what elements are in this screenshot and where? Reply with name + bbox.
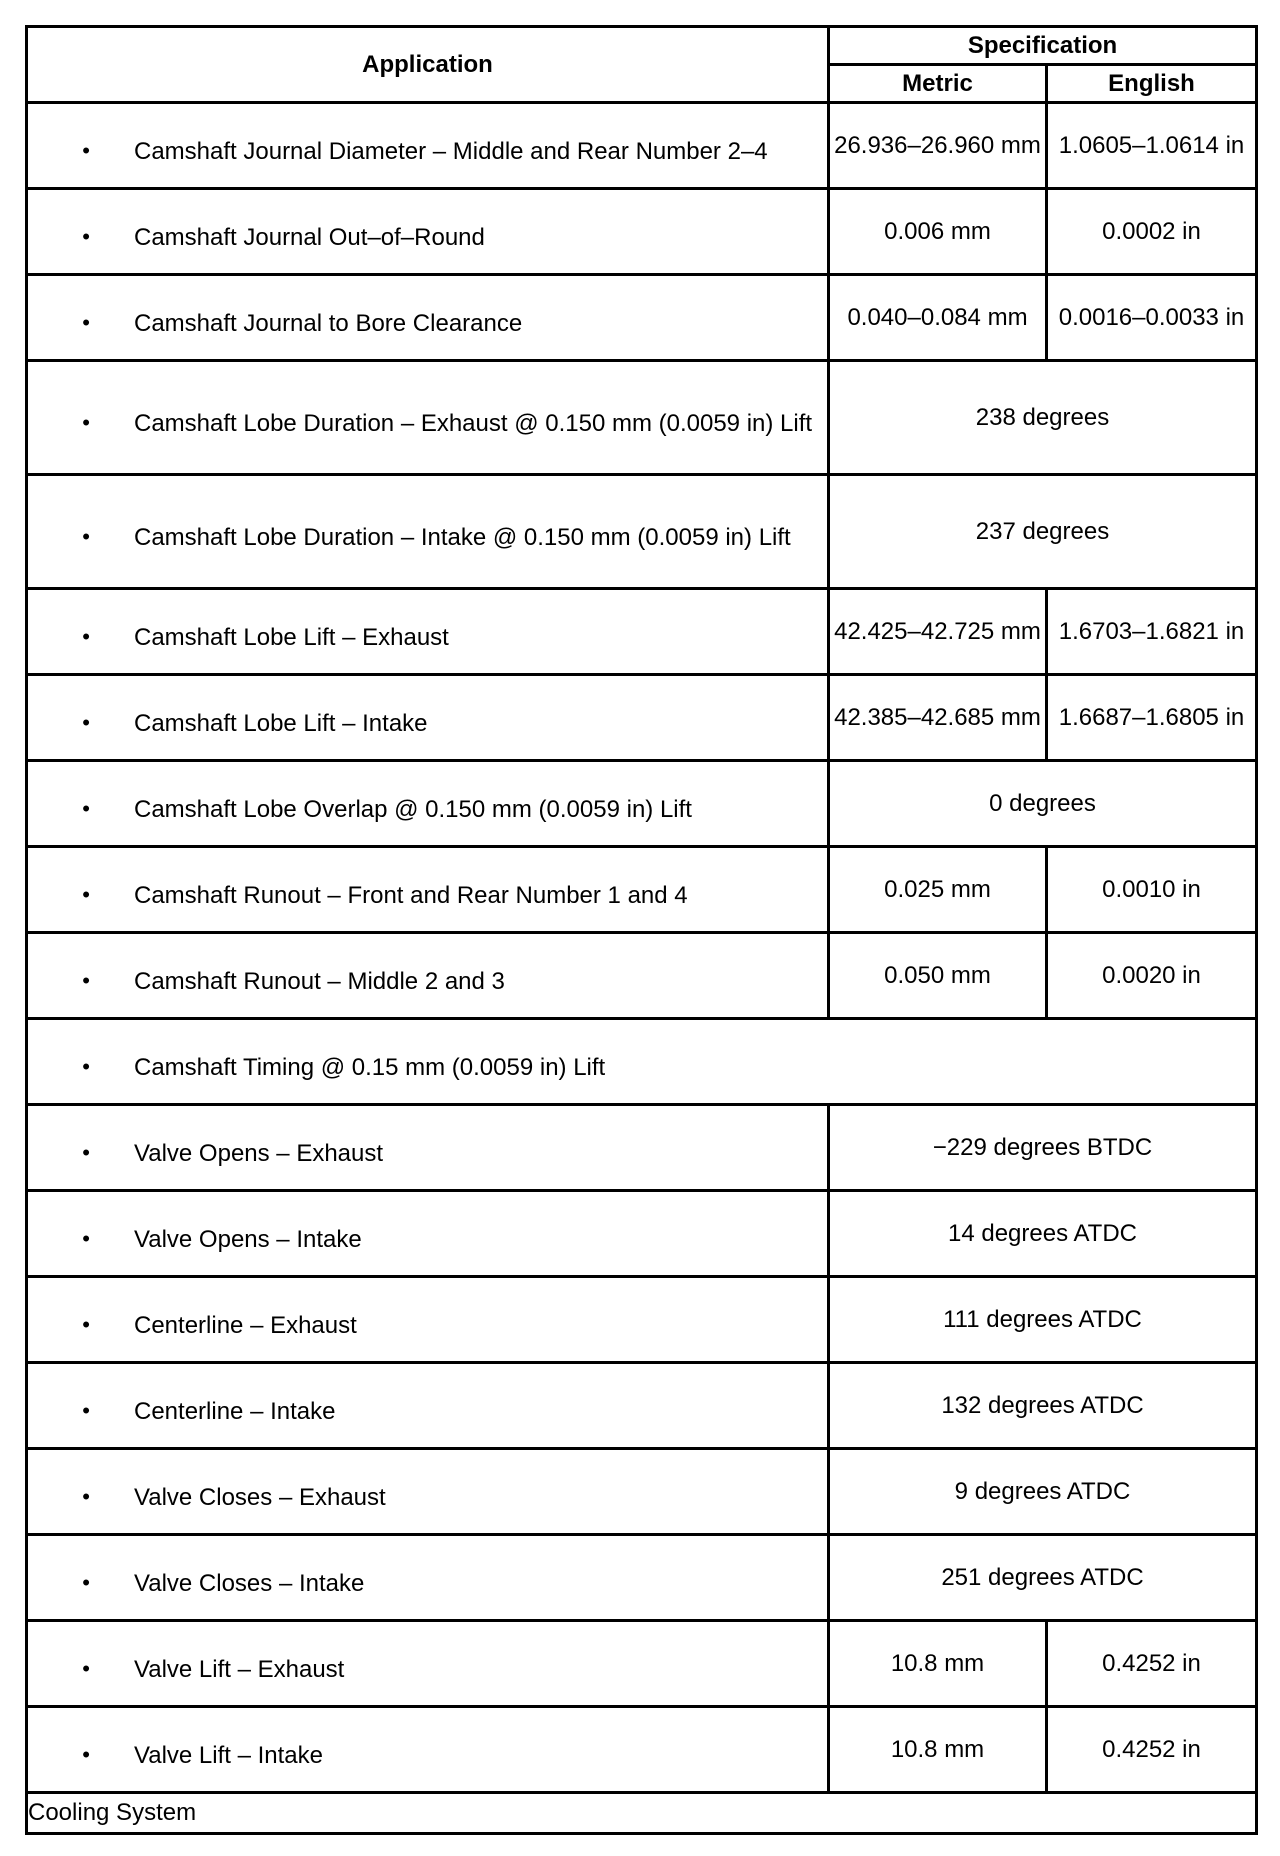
table-row [27, 361, 1257, 475]
application-text: Camshaft Runout – Middle 2 and 3 [134, 968, 505, 995]
metric-value-cell: 42.385–42.685 mm [829, 675, 1047, 761]
table-row [27, 103, 1257, 189]
application-text: Camshaft Lobe Duration – Exhaust @ 0.150 mm (0.0059 in) Lift [134, 410, 813, 437]
application-cell [27, 847, 829, 933]
metric-value-cell: 0.025 mm [829, 847, 1047, 933]
metric-value-cell: 0.006 mm [829, 189, 1047, 275]
section-cooling-system: Cooling System [27, 1793, 1257, 1834]
application-text: Valve Opens – Exhaust [134, 1140, 384, 1167]
english-value-cell: 1.0605–1.0614 in [1047, 103, 1257, 189]
bullet-icon: • [82, 224, 90, 249]
bullet-icon: • [82, 1742, 90, 1767]
combined-value-cell: 132 degrees ATDC [829, 1363, 1257, 1449]
combined-value-cell: −229 degrees BTDC [829, 1105, 1257, 1191]
bullet-icon: • [82, 624, 90, 649]
application-cell [27, 1277, 829, 1363]
application-text: Camshaft Lobe Duration – Intake @ 0.150 mm (0.0059 in) Lift [134, 524, 791, 551]
combined-value-cell: 237 degrees [829, 475, 1257, 589]
bullet-icon: • [82, 710, 90, 735]
application-cell [27, 1707, 829, 1793]
application-text: Valve Closes – Exhaust [134, 1484, 386, 1511]
bullet-icon: • [82, 524, 90, 549]
table-row [27, 1191, 1257, 1277]
application-cell [27, 1621, 829, 1707]
table-body [27, 103, 1257, 1793]
application-text: Centerline – Intake [134, 1398, 336, 1425]
application-cell [27, 933, 829, 1019]
metric-value-cell: 26.936–26.960 mm [829, 103, 1047, 189]
english-value-cell: 0.4252 in [1047, 1621, 1257, 1707]
table-row [27, 761, 1257, 847]
bullet-icon: • [82, 310, 90, 335]
metric-value-cell: 0.050 mm [829, 933, 1047, 1019]
table-row [27, 1449, 1257, 1535]
application-text: Camshaft Lobe Lift – Intake [134, 710, 428, 737]
application-text: Valve Lift – Intake [134, 1742, 323, 1769]
application-text: Camshaft Journal to Bore Clearance [134, 310, 523, 337]
bullet-icon: • [82, 138, 90, 163]
application-cell [27, 475, 829, 589]
combined-value-cell: 238 degrees [829, 361, 1257, 475]
application-text: Camshaft Journal Out–of–Round [134, 224, 485, 251]
bullet-icon: • [82, 882, 90, 907]
application-cell [27, 589, 829, 675]
specification-header: Specification [829, 27, 1257, 65]
metric-header: Metric [829, 65, 1047, 103]
application-text: Centerline – Exhaust [134, 1312, 357, 1339]
english-value-cell: 1.6703–1.6821 in [1047, 589, 1257, 675]
specification-table [25, 25, 1258, 1835]
bullet-icon: • [82, 410, 90, 435]
combined-value-cell: 0 degrees [829, 761, 1257, 847]
metric-value-cell: 10.8 mm [829, 1621, 1047, 1707]
table-row [27, 1019, 1257, 1105]
application-text: Valve Closes – Intake [134, 1570, 365, 1597]
table-row [27, 1707, 1257, 1793]
bullet-icon: • [82, 796, 90, 821]
table-row [27, 933, 1257, 1019]
english-value-cell: 0.0002 in [1047, 189, 1257, 275]
application-cell [27, 1449, 829, 1535]
application-cell [27, 675, 829, 761]
english-value-cell: 0.0010 in [1047, 847, 1257, 933]
application-cell [27, 761, 829, 847]
table-row [27, 1105, 1257, 1191]
bullet-icon: • [82, 1570, 90, 1595]
bullet-icon: • [82, 1140, 90, 1165]
table-row [27, 275, 1257, 361]
metric-value-cell: 0.040–0.084 mm [829, 275, 1047, 361]
application-text: Valve Lift – Exhaust [134, 1656, 345, 1683]
application-cell [27, 1535, 829, 1621]
english-header: English [1047, 65, 1257, 103]
application-cell [27, 1105, 829, 1191]
metric-value-cell: 42.425–42.725 mm [829, 589, 1047, 675]
bullet-icon: • [82, 1484, 90, 1509]
application-text: Camshaft Lobe Overlap @ 0.150 mm (0.0059 in) Lift [134, 796, 692, 823]
application-cell [27, 103, 829, 189]
table-row [27, 1535, 1257, 1621]
table-row [27, 847, 1257, 933]
application-text: Camshaft Lobe Lift – Exhaust [134, 624, 449, 651]
application-cell [27, 1019, 1257, 1105]
table-row [27, 1621, 1257, 1707]
english-value-cell: 1.6687–1.6805 in [1047, 675, 1257, 761]
application-header: Application [27, 27, 829, 103]
table-row [27, 475, 1257, 589]
combined-value-cell: 111 degrees ATDC [829, 1277, 1257, 1363]
bullet-icon: • [82, 1312, 90, 1337]
combined-value-cell: 251 degrees ATDC [829, 1535, 1257, 1621]
english-value-cell: 0.4252 in [1047, 1707, 1257, 1793]
bullet-icon: • [82, 968, 90, 993]
bullet-icon: • [82, 1398, 90, 1423]
application-cell [27, 1191, 829, 1277]
combined-value-cell: 9 degrees ATDC [829, 1449, 1257, 1535]
table-row [27, 1363, 1257, 1449]
application-text: Camshaft Timing @ 0.15 mm (0.0059 in) Lift [134, 1054, 606, 1081]
application-cell [27, 189, 829, 275]
english-value-cell: 0.0016–0.0033 in [1047, 275, 1257, 361]
table-row [27, 589, 1257, 675]
bullet-icon: • [82, 1656, 90, 1681]
application-cell [27, 1363, 829, 1449]
bullet-icon: • [82, 1226, 90, 1251]
combined-value-cell: 14 degrees ATDC [829, 1191, 1257, 1277]
application-text: Camshaft Runout – Front and Rear Number 1 and 4 [134, 882, 688, 909]
metric-value-cell: 10.8 mm [829, 1707, 1047, 1793]
table-row [27, 1277, 1257, 1363]
bullet-icon: • [82, 1054, 90, 1079]
table-row [27, 675, 1257, 761]
application-text: Valve Opens – Intake [134, 1226, 362, 1253]
table-row [27, 189, 1257, 275]
english-value-cell: 0.0020 in [1047, 933, 1257, 1019]
application-text: Camshaft Journal Diameter – Middle and Rear Number 2–4 [134, 138, 768, 165]
application-cell [27, 361, 829, 475]
application-cell [27, 275, 829, 361]
